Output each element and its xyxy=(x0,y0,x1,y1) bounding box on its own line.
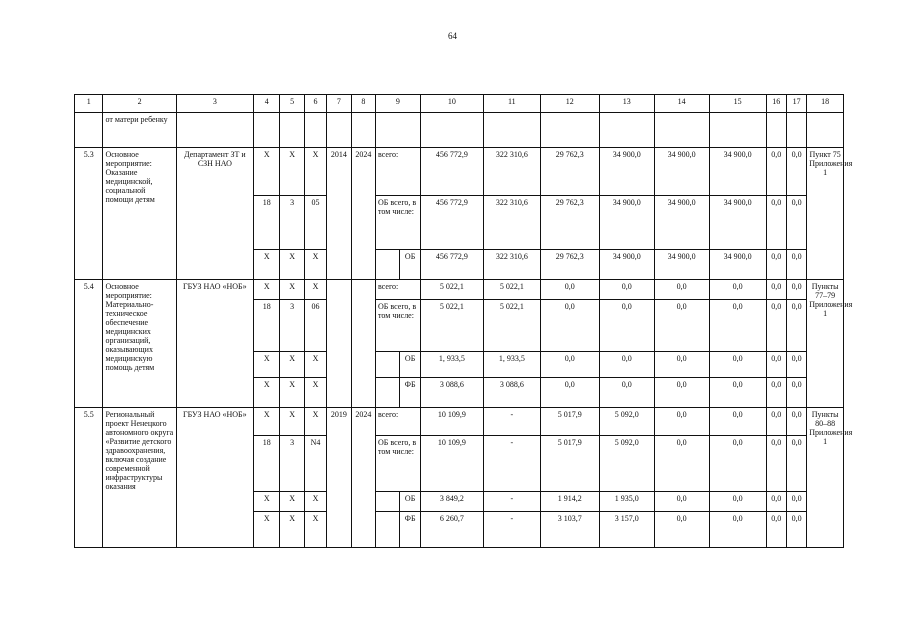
code-cell: Х xyxy=(254,352,280,378)
value-cell: 0,0 xyxy=(709,512,766,548)
code-cell: Х xyxy=(280,408,304,436)
value-cell: 0,0 xyxy=(654,436,709,492)
value-cell: 0,0 xyxy=(786,148,806,196)
value-cell: - xyxy=(483,408,540,436)
value-cell: 3 103,7 xyxy=(540,512,599,548)
value-cell: 0,0 xyxy=(540,300,599,352)
value-cell: 0,0 xyxy=(599,300,654,352)
value-cell: 0,0 xyxy=(540,280,599,300)
value-cell: 0,0 xyxy=(786,408,806,436)
end-year: 2024 xyxy=(351,408,375,548)
code-cell: N4 xyxy=(304,436,326,492)
value-cell: 0,0 xyxy=(786,436,806,492)
start-year: 2014 xyxy=(327,148,351,280)
code-cell: 3 xyxy=(280,436,304,492)
source-cell: ОБ xyxy=(400,250,420,280)
value-cell: 29 762,3 xyxy=(540,148,599,196)
header-cell: 1 xyxy=(75,95,103,113)
value-cell: 322 310,6 xyxy=(483,250,540,280)
value-cell: 3 849,2 xyxy=(420,492,483,512)
source-cell: ОБ xyxy=(400,492,420,512)
value-cell: 0,0 xyxy=(540,352,599,378)
item-id: 5.4 xyxy=(75,280,103,408)
value-cell: 0,0 xyxy=(786,512,806,548)
value-cell: 0,0 xyxy=(766,250,786,280)
value-cell: 10 109,9 xyxy=(420,408,483,436)
value-cell: 0,0 xyxy=(654,280,709,300)
value-cell: 0,0 xyxy=(654,300,709,352)
value-cell: 322 310,6 xyxy=(483,196,540,250)
value-cell: 0,0 xyxy=(709,378,766,408)
header-cell: 16 xyxy=(766,95,786,113)
table-row xyxy=(75,113,844,148)
value-cell: 6 260,7 xyxy=(420,512,483,548)
code-cell: Х xyxy=(304,250,326,280)
value-cell: 5 017,9 xyxy=(540,408,599,436)
item-name: Региональный проект Ненецкого автономного округа «Развитие детского здравоохранения, включая создание современной инфраструктуры оказания xyxy=(103,408,176,548)
code-cell: Х xyxy=(254,250,280,280)
code-cell: 05 xyxy=(304,196,326,250)
value-cell: 3 088,6 xyxy=(483,378,540,408)
start-year: 2019 xyxy=(327,408,351,548)
value-cell: 3 157,0 xyxy=(599,512,654,548)
value-cell: 34 900,0 xyxy=(709,148,766,196)
item-note: Пункты 80–88 Приложения 1 xyxy=(807,408,844,548)
header-row xyxy=(75,95,844,113)
code-cell: Х xyxy=(304,408,326,436)
value-cell: 0,0 xyxy=(766,352,786,378)
table-row xyxy=(75,148,844,196)
code-cell: Х xyxy=(304,280,326,300)
code-cell: Х xyxy=(280,492,304,512)
value-cell: 0,0 xyxy=(766,378,786,408)
value-cell: 3 088,6 xyxy=(420,378,483,408)
header-cell: 18 xyxy=(807,95,844,113)
table-row xyxy=(75,280,844,300)
header-cell: 12 xyxy=(540,95,599,113)
value-cell: 0,0 xyxy=(766,148,786,196)
code-cell: Х xyxy=(304,512,326,548)
code-cell: 3 xyxy=(280,196,304,250)
value-cell: 0,0 xyxy=(766,280,786,300)
source-cell: ФБ xyxy=(400,512,420,548)
header-cell: 9 xyxy=(376,95,421,113)
value-cell: 0,0 xyxy=(709,280,766,300)
header-cell: 4 xyxy=(254,95,280,113)
value-cell: 5 022,1 xyxy=(420,300,483,352)
code-cell: Х xyxy=(304,492,326,512)
value-cell: 322 310,6 xyxy=(483,148,540,196)
code-cell: 18 xyxy=(254,300,280,352)
value-cell: 34 900,0 xyxy=(709,196,766,250)
value-cell: 0,0 xyxy=(786,300,806,352)
value-cell: 1, 933,5 xyxy=(483,352,540,378)
value-cell: 34 900,0 xyxy=(654,196,709,250)
source-cell: ФБ xyxy=(400,378,420,408)
value-cell: 0,0 xyxy=(786,378,806,408)
value-cell: 0,0 xyxy=(766,408,786,436)
item-id: 5.3 xyxy=(75,148,103,280)
header-cell: 6 xyxy=(304,95,326,113)
value-cell: 0,0 xyxy=(709,436,766,492)
header-cell: 3 xyxy=(176,95,253,113)
value-cell: 0,0 xyxy=(709,408,766,436)
value-cell: 5 022,1 xyxy=(483,300,540,352)
source-cell: ОБ всего, в том числе: xyxy=(376,300,421,352)
value-cell: 0,0 xyxy=(540,378,599,408)
value-cell: 5 022,1 xyxy=(483,280,540,300)
value-cell: 456 772,9 xyxy=(420,148,483,196)
source-cell: всего: xyxy=(376,408,421,436)
value-cell: 5 017,9 xyxy=(540,436,599,492)
item-executor: ГБУЗ НАО «НОБ» xyxy=(176,408,253,548)
code-cell: Х xyxy=(304,148,326,196)
value-cell: 5 022,1 xyxy=(420,280,483,300)
value-cell: 10 109,9 xyxy=(420,436,483,492)
code-cell: Х xyxy=(280,512,304,548)
source-cell: ОБ xyxy=(400,352,420,378)
value-cell: 5 092,0 xyxy=(599,436,654,492)
value-cell: - xyxy=(483,512,540,548)
item-note: Пункт 75 Приложения 1 xyxy=(807,148,844,280)
header-cell: 14 xyxy=(654,95,709,113)
value-cell: 0,0 xyxy=(654,408,709,436)
code-cell: Х xyxy=(280,250,304,280)
value-cell: - xyxy=(483,492,540,512)
value-cell: 0,0 xyxy=(599,352,654,378)
header-cell: 7 xyxy=(327,95,351,113)
value-cell: 1, 933,5 xyxy=(420,352,483,378)
source-cell: ОБ всего, в том числе: xyxy=(376,436,421,492)
value-cell: 0,0 xyxy=(709,492,766,512)
value-cell: 34 900,0 xyxy=(599,250,654,280)
value-cell: 0,0 xyxy=(786,250,806,280)
value-cell: 0,0 xyxy=(766,300,786,352)
code-cell: 06 xyxy=(304,300,326,352)
budget-table xyxy=(74,94,853,548)
value-cell: 0,0 xyxy=(786,280,806,300)
value-cell: 1 935,0 xyxy=(599,492,654,512)
value-cell: 29 762,3 xyxy=(540,250,599,280)
code-cell: Х xyxy=(254,148,280,196)
value-cell: 0,0 xyxy=(654,352,709,378)
item-id: 5.5 xyxy=(75,408,103,548)
item-name: Основное мероприятие: Материально-техническое обеспечение медицинских организаций, оказывающих медицинскую помощь детям xyxy=(103,280,176,408)
item-name: Основное мероприятие: Оказание медицинской, социальной помощи детям xyxy=(103,148,176,280)
code-cell: Х xyxy=(280,352,304,378)
table-row xyxy=(75,408,844,436)
value-cell: 0,0 xyxy=(599,378,654,408)
source-cell: всего: xyxy=(376,148,421,196)
code-cell: Х xyxy=(254,512,280,548)
code-cell: Х xyxy=(304,378,326,408)
value-cell: 0,0 xyxy=(766,512,786,548)
value-cell: 34 900,0 xyxy=(654,250,709,280)
code-cell: Х xyxy=(254,378,280,408)
value-cell: 0,0 xyxy=(786,196,806,250)
value-cell: 34 900,0 xyxy=(599,148,654,196)
value-cell: 456 772,9 xyxy=(420,250,483,280)
code-cell: Х xyxy=(304,352,326,378)
code-cell: 18 xyxy=(254,196,280,250)
header-cell: 8 xyxy=(351,95,375,113)
source-cell: ОБ всего, в том числе: xyxy=(376,196,421,250)
header-cell: 11 xyxy=(483,95,540,113)
value-cell: 0,0 xyxy=(786,352,806,378)
item-executor: Департамент ЗТ и СЗН НАО xyxy=(176,148,253,280)
code-cell: 3 xyxy=(280,300,304,352)
item-note: Пункты 77–79 Приложения 1 xyxy=(807,280,844,408)
value-cell: 1 914,2 xyxy=(540,492,599,512)
code-cell: Х xyxy=(280,280,304,300)
item-executor: ГБУЗ НАО «НОБ» xyxy=(176,280,253,408)
value-cell: 0,0 xyxy=(766,196,786,250)
value-cell: 0,0 xyxy=(654,512,709,548)
header-cell: 13 xyxy=(599,95,654,113)
code-cell: Х xyxy=(254,408,280,436)
value-cell: 0,0 xyxy=(786,492,806,512)
value-cell: 0,0 xyxy=(709,300,766,352)
end-year: 2024 xyxy=(351,148,375,280)
value-cell: 0,0 xyxy=(599,280,654,300)
value-cell: 0,0 xyxy=(766,436,786,492)
header-cell: 2 xyxy=(103,95,176,113)
code-cell: Х xyxy=(280,148,304,196)
value-cell: 0,0 xyxy=(654,378,709,408)
header-cell: 10 xyxy=(420,95,483,113)
header-cell: 15 xyxy=(709,95,766,113)
value-cell: - xyxy=(483,436,540,492)
source-cell: всего: xyxy=(376,280,421,300)
code-cell: Х xyxy=(254,492,280,512)
value-cell: 456 772,9 xyxy=(420,196,483,250)
value-cell: 34 900,0 xyxy=(599,196,654,250)
value-cell: 0,0 xyxy=(766,492,786,512)
header-cell: 17 xyxy=(786,95,806,113)
value-cell: 34 900,0 xyxy=(654,148,709,196)
value-cell: 0,0 xyxy=(709,352,766,378)
item-name: от матери ребенку xyxy=(103,113,176,148)
value-cell: 0,0 xyxy=(654,492,709,512)
value-cell: 34 900,0 xyxy=(709,250,766,280)
code-cell: Х xyxy=(280,378,304,408)
value-cell: 5 092,0 xyxy=(599,408,654,436)
code-cell: Х xyxy=(254,280,280,300)
value-cell: 29 762,3 xyxy=(540,196,599,250)
code-cell: 18 xyxy=(254,436,280,492)
page-number: 64 xyxy=(448,31,457,41)
header-cell: 5 xyxy=(280,95,304,113)
